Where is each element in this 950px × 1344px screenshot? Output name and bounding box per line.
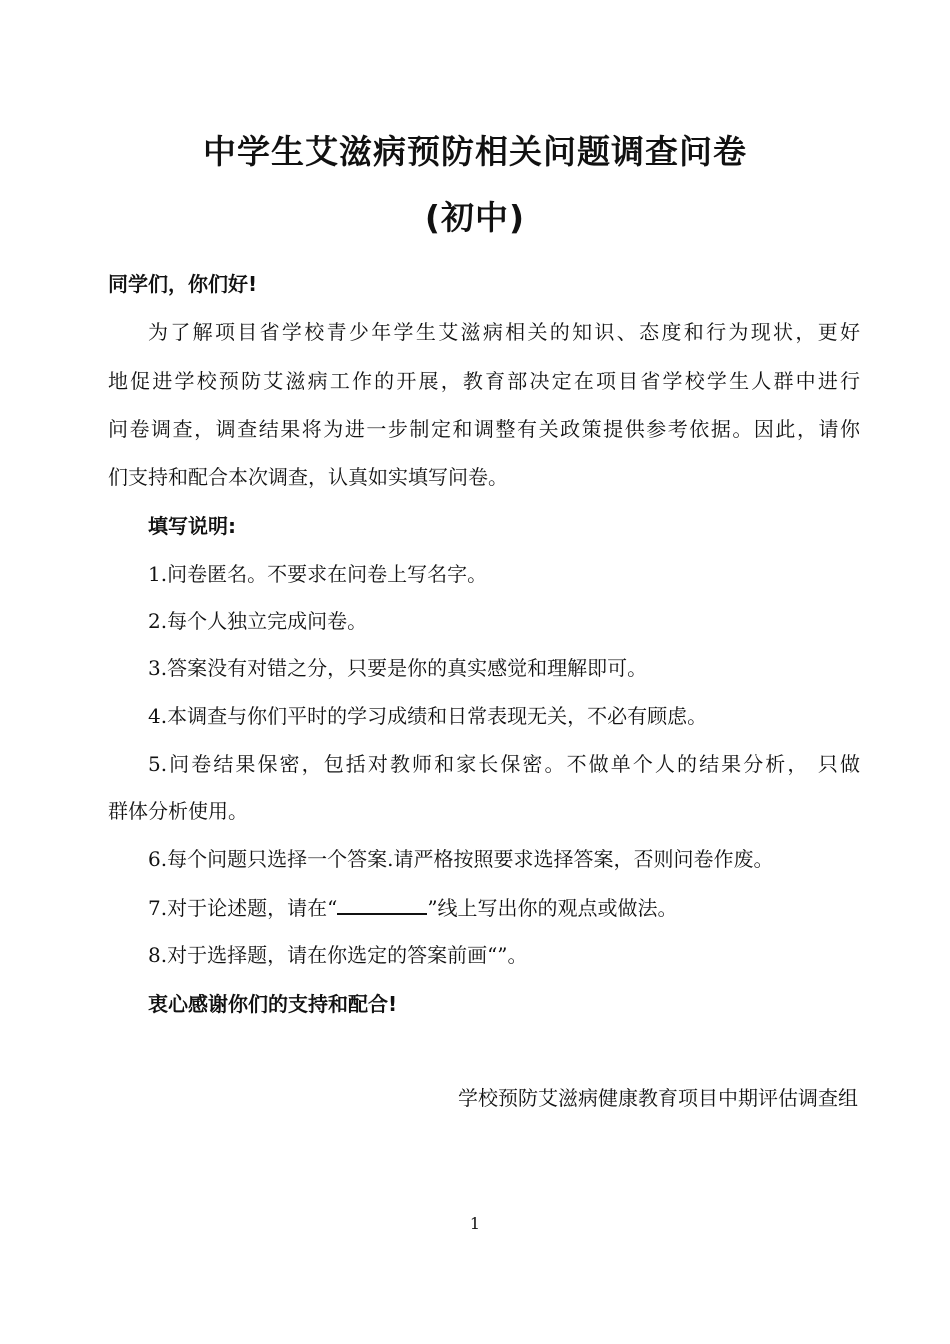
instruction-item-7-after: ”线上写出你的观点或做法。 — [427, 896, 678, 920]
intro-line-3: 问卷调查，调查结果将为进一步制定和调整有关政策提供参考依据。因此，请你 — [108, 417, 860, 441]
instruction-item-3: 3.答案没有对错之分，只要是你的真实感觉和理解即可。 — [148, 656, 648, 680]
instructions-heading: 填写说明: — [148, 514, 236, 538]
instruction-item-5-continued: 群体分析使用。 — [108, 799, 248, 823]
thanks-text: 衷心感谢你们的支持和配合! — [148, 992, 398, 1016]
instruction-item-5: 5.问卷结果保密，包括对教师和家长保密。不做单个人的结果分析， 只做 — [148, 752, 860, 776]
intro-line-4: 们支持和配合本次调查，认真如实填写问卷。 — [108, 465, 508, 489]
greeting: 同学们，你们好! — [108, 272, 258, 296]
instruction-item-1: 1.问卷匿名。不要求在问卷上写名字。 — [148, 562, 488, 586]
signature: 学校预防艾滋病健康教育项目中期评估调查组 — [458, 1086, 858, 1110]
instruction-item-6: 6.每个问题只选择一个答案.请严格按照要求选择答案，否则问卷作废。 — [148, 847, 774, 871]
instruction-item-2: 2.每个人独立完成问卷。 — [148, 609, 368, 633]
document-title: 中学生艾滋病预防相关问题调查问卷 — [203, 132, 747, 171]
page-number: 1 — [469, 1214, 481, 1233]
document-subtitle: (初中) — [424, 198, 526, 237]
intro-line-1: 为了解项目省学校青少年学生艾滋病相关的知识、态度和行为现状，更好 — [148, 320, 860, 344]
instruction-item-7 — [148, 894, 860, 922]
instruction-item-4: 4.本调查与你们平时的学习成绩和日常表现无关，不必有顾虑。 — [148, 704, 708, 728]
intro-line-2: 地促进学校预防艾滋病工作的开展，教育部决定在项目省学校学生人群中进行 — [108, 369, 860, 393]
instruction-item-8: 8.对于选择题，请在你选定的答案前画“”。 — [148, 943, 528, 967]
answer-blank-line — [337, 895, 427, 915]
instruction-item-7-before: 7.对于论述题，请在“ — [148, 896, 338, 920]
